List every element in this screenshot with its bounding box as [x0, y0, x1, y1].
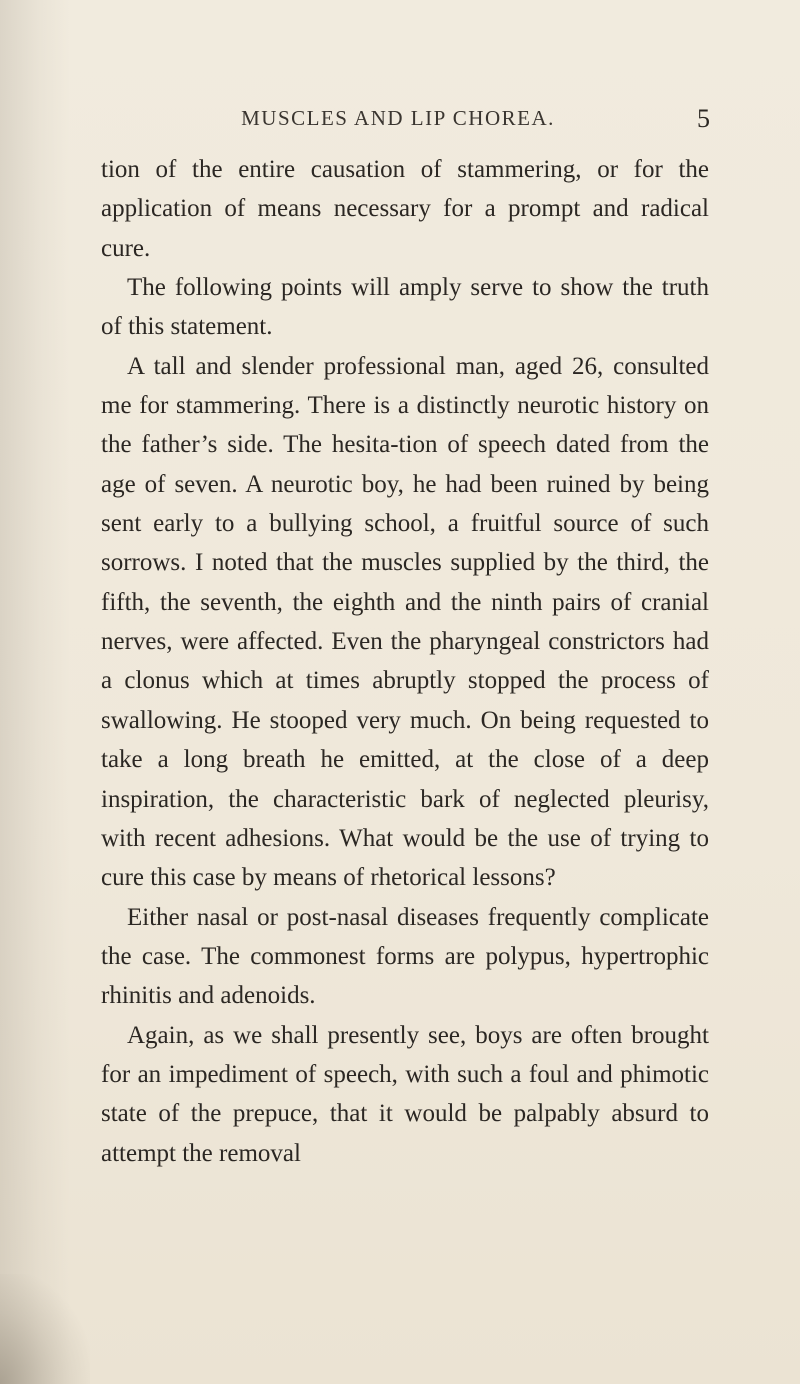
paragraph-case-history: A tall and slender professional man, aged 26, consulted me for stammering. There is a distinctly neurotic history on the father’s side. The hesita-tion of speech dated from the age of seven. A neurotic boy, he had been ruined by being sent early to a bullying school, a fruitful source of such sorrows. I noted that the muscles supplied by the third, the fifth, the seventh, the eighth and the ninth pairs of cranial nerves, were affected. Even the pharyngeal constrictors had a clonus which at times abruptly stopped the process of swallowing. He stooped very much. On being requested to take a long breath he emitted, at the close of a deep inspiration, the characteristic bark of neglected pleurisy, with recent adhesions. What would be the use of trying to cure this case by means of rhetorical lessons? — [101, 352, 709, 892]
page-number: 5 — [697, 104, 710, 133]
paragraph-continuation: tion of the entire causation of stammering, or for the application of means necessary for a prompt and radical cure. — [101, 156, 709, 262]
body-text — [101, 150, 709, 1173]
paragraph-nasal-diseases: Either nasal or post-nasal diseases frequently complicate the case. The commonest forms are polypus, hypertrophic rhinitis and adenoids. — [101, 903, 709, 1010]
page-corner-shadow — [0, 1274, 90, 1384]
paragraph-impediment: Again, as we shall presently see, boys are often brought for an impediment of speech, with such a foul and phimotic state of the prepuce, that it would be palpably absurd to attempt the removal — [101, 1021, 709, 1167]
paragraph-following-points: The following points will amply serve to show the truth of this statement. — [101, 274, 709, 341]
running-header — [0, 104, 800, 136]
running-title: MUSCLES AND LIP CHOREA. — [241, 106, 555, 130]
